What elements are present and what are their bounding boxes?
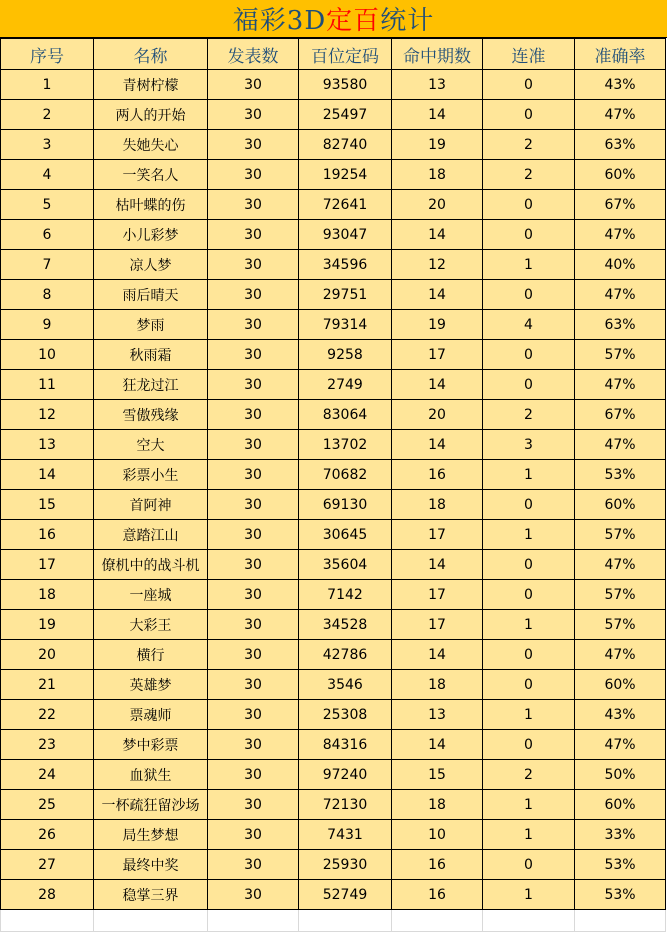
cell-hundreds-code[interactable]: 97240	[299, 760, 392, 790]
cell-name[interactable]: 青树柠檬	[94, 70, 208, 100]
cell-accuracy[interactable]: 47%	[575, 220, 666, 250]
header-row	[1, 39, 666, 70]
cell-name[interactable]: 雪傲残缘	[94, 400, 208, 430]
cell-hits[interactable]: 10	[392, 820, 483, 850]
table-row	[1, 520, 666, 550]
cell-index[interactable]: 22	[1, 700, 94, 730]
cell-published[interactable]: 30	[208, 130, 299, 160]
cell-name[interactable]: 失她失心	[94, 130, 208, 160]
cell-published[interactable]: 30	[208, 760, 299, 790]
cell-streak[interactable]: 1	[483, 520, 575, 550]
cell-published[interactable]: 30	[208, 220, 299, 250]
cell-accuracy[interactable]: 67%	[575, 400, 666, 430]
table-row	[1, 220, 666, 250]
cell-index[interactable]: 1	[1, 70, 94, 100]
cell-hundreds-code[interactable]: 25308	[299, 700, 392, 730]
cell-hundreds-code[interactable]: 69130	[299, 490, 392, 520]
cell-name[interactable]: 一杯疏狂留沙场	[94, 790, 208, 820]
cell-hundreds-code[interactable]: 34596	[299, 250, 392, 280]
cell-hits[interactable]: 18	[392, 490, 483, 520]
cell-accuracy[interactable]: 47%	[575, 370, 666, 400]
cell-index[interactable]: 17	[1, 550, 94, 580]
title-suffix: 统计	[380, 6, 435, 36]
cell-hits[interactable]: 20	[392, 400, 483, 430]
empty-cell[interactable]	[483, 910, 575, 932]
cell-hits[interactable]: 16	[392, 850, 483, 880]
cell-published[interactable]: 30	[208, 100, 299, 130]
cell-index[interactable]: 10	[1, 340, 94, 370]
cell-name[interactable]: 空大	[94, 430, 208, 460]
table-row	[1, 190, 666, 220]
cell-published[interactable]: 30	[208, 610, 299, 640]
table-row	[1, 730, 666, 760]
cell-hundreds-code[interactable]: 25497	[299, 100, 392, 130]
cell-accuracy[interactable]: 47%	[575, 550, 666, 580]
cell-index[interactable]: 4	[1, 160, 94, 190]
table-row	[1, 580, 666, 610]
cell-published[interactable]: 30	[208, 340, 299, 370]
table-body	[1, 70, 666, 932]
cell-hits[interactable]: 14	[392, 730, 483, 760]
table-row	[1, 340, 666, 370]
cell-name[interactable]: 雨后晴天	[94, 280, 208, 310]
cell-hits[interactable]: 18	[392, 160, 483, 190]
cell-hundreds-code[interactable]: 93047	[299, 220, 392, 250]
cell-streak[interactable]: 0	[483, 370, 575, 400]
cell-index[interactable]: 25	[1, 790, 94, 820]
cell-accuracy[interactable]: 53%	[575, 880, 666, 910]
cell-published[interactable]: 30	[208, 400, 299, 430]
cell-index[interactable]: 18	[1, 580, 94, 610]
cell-accuracy[interactable]: 47%	[575, 640, 666, 670]
cell-streak[interactable]: 2	[483, 130, 575, 160]
cell-accuracy[interactable]: 60%	[575, 670, 666, 700]
cell-hundreds-code[interactable]: 82740	[299, 130, 392, 160]
cell-hits[interactable]: 14	[392, 370, 483, 400]
cell-published[interactable]: 30	[208, 70, 299, 100]
cell-published[interactable]: 30	[208, 730, 299, 760]
cell-name[interactable]: 一笑名人	[94, 160, 208, 190]
cell-index[interactable]: 26	[1, 820, 94, 850]
cell-hits[interactable]: 14	[392, 430, 483, 460]
empty-cell[interactable]	[94, 910, 208, 932]
empty-cell[interactable]	[392, 910, 483, 932]
cell-accuracy[interactable]: 63%	[575, 310, 666, 340]
table-row	[1, 790, 666, 820]
cell-index[interactable]: 5	[1, 190, 94, 220]
cell-accuracy[interactable]: 47%	[575, 730, 666, 760]
cell-index[interactable]: 24	[1, 760, 94, 790]
cell-published[interactable]: 30	[208, 790, 299, 820]
cell-hundreds-code[interactable]: 7431	[299, 820, 392, 850]
cell-hundreds-code[interactable]: 19254	[299, 160, 392, 190]
cell-index[interactable]: 15	[1, 490, 94, 520]
header-hundreds-code[interactable]: 百位定码	[299, 39, 392, 70]
cell-published[interactable]: 30	[208, 880, 299, 910]
cell-index[interactable]: 11	[1, 370, 94, 400]
cell-hundreds-code[interactable]: 70682	[299, 460, 392, 490]
cell-streak[interactable]: 1	[483, 610, 575, 640]
cell-index[interactable]: 19	[1, 610, 94, 640]
cell-streak[interactable]: 0	[483, 70, 575, 100]
cell-hits[interactable]: 18	[392, 790, 483, 820]
cell-hundreds-code[interactable]: 52749	[299, 880, 392, 910]
table-row	[1, 850, 666, 880]
cell-hits[interactable]: 17	[392, 340, 483, 370]
cell-published[interactable]: 30	[208, 190, 299, 220]
cell-name[interactable]: 枯叶蝶的伤	[94, 190, 208, 220]
cell-streak[interactable]: 0	[483, 550, 575, 580]
cell-accuracy[interactable]: 57%	[575, 580, 666, 610]
cell-hundreds-code[interactable]: 83064	[299, 400, 392, 430]
cell-hundreds-code[interactable]: 42786	[299, 640, 392, 670]
empty-row	[1, 910, 666, 932]
cell-published[interactable]: 30	[208, 580, 299, 610]
cell-streak[interactable]: 0	[483, 730, 575, 760]
cell-hits[interactable]: 18	[392, 670, 483, 700]
cell-name[interactable]: 稳掌三界	[94, 880, 208, 910]
cell-accuracy[interactable]: 43%	[575, 70, 666, 100]
cell-streak[interactable]: 0	[483, 490, 575, 520]
header-index[interactable]: 序号	[1, 39, 94, 70]
cell-accuracy[interactable]: 63%	[575, 130, 666, 160]
cell-hits[interactable]: 14	[392, 220, 483, 250]
cell-name[interactable]: 意踏江山	[94, 520, 208, 550]
cell-name[interactable]: 首阿神	[94, 490, 208, 520]
cell-streak[interactable]: 3	[483, 430, 575, 460]
cell-name[interactable]: 两人的开始	[94, 100, 208, 130]
cell-index[interactable]: 8	[1, 280, 94, 310]
header-accuracy[interactable]: 准确率	[575, 39, 666, 70]
cell-hundreds-code[interactable]: 7142	[299, 580, 392, 610]
title-highlight: 定百	[326, 6, 381, 36]
table-row	[1, 400, 666, 430]
cell-streak[interactable]: 4	[483, 310, 575, 340]
cell-streak[interactable]: 0	[483, 100, 575, 130]
table-row	[1, 610, 666, 640]
table-row	[1, 130, 666, 160]
cell-accuracy[interactable]: 57%	[575, 340, 666, 370]
cell-streak[interactable]: 2	[483, 400, 575, 430]
cell-accuracy[interactable]: 60%	[575, 790, 666, 820]
cell-streak[interactable]: 1	[483, 460, 575, 490]
cell-name[interactable]: 大彩王	[94, 610, 208, 640]
title-prefix: 福彩3D	[232, 6, 327, 36]
table-row	[1, 430, 666, 460]
table-row	[1, 70, 666, 100]
cell-index[interactable]: 20	[1, 640, 94, 670]
cell-accuracy[interactable]: 33%	[575, 820, 666, 850]
cell-published[interactable]: 30	[208, 820, 299, 850]
cell-hits[interactable]: 19	[392, 310, 483, 340]
cell-index[interactable]: 23	[1, 730, 94, 760]
cell-hits[interactable]: 15	[392, 760, 483, 790]
cell-hits[interactable]: 19	[392, 130, 483, 160]
cell-accuracy[interactable]: 50%	[575, 760, 666, 790]
cell-accuracy[interactable]: 67%	[575, 190, 666, 220]
cell-streak[interactable]: 0	[483, 340, 575, 370]
cell-published[interactable]: 30	[208, 310, 299, 340]
cell-published[interactable]: 30	[208, 550, 299, 580]
cell-accuracy[interactable]: 57%	[575, 610, 666, 640]
cell-name[interactable]: 彩票小生	[94, 460, 208, 490]
cell-hits[interactable]: 13	[392, 700, 483, 730]
table-row	[1, 550, 666, 580]
cell-hundreds-code[interactable]: 29751	[299, 280, 392, 310]
cell-hundreds-code[interactable]: 9258	[299, 340, 392, 370]
cell-streak[interactable]: 0	[483, 640, 575, 670]
cell-index[interactable]: 12	[1, 400, 94, 430]
cell-hundreds-code[interactable]: 25930	[299, 850, 392, 880]
cell-name[interactable]: 票魂师	[94, 700, 208, 730]
cell-hits[interactable]: 17	[392, 520, 483, 550]
table-row	[1, 280, 666, 310]
sheet-title	[0, 0, 667, 38]
cell-streak[interactable]: 0	[483, 670, 575, 700]
stats-table	[0, 38, 666, 932]
cell-name[interactable]: 梦雨	[94, 310, 208, 340]
cell-name[interactable]: 狂龙过江	[94, 370, 208, 400]
cell-streak[interactable]: 1	[483, 700, 575, 730]
header-name[interactable]: 名称	[94, 39, 208, 70]
cell-streak[interactable]: 0	[483, 580, 575, 610]
empty-cell[interactable]	[299, 910, 392, 932]
table-row	[1, 880, 666, 910]
cell-index[interactable]: 3	[1, 130, 94, 160]
cell-accuracy[interactable]: 53%	[575, 850, 666, 880]
cell-hundreds-code[interactable]: 79314	[299, 310, 392, 340]
cell-published[interactable]: 30	[208, 250, 299, 280]
table-row	[1, 700, 666, 730]
table-row	[1, 460, 666, 490]
cell-name[interactable]: 局生梦想	[94, 820, 208, 850]
table-row	[1, 160, 666, 190]
cell-hits[interactable]: 14	[392, 280, 483, 310]
cell-index[interactable]: 28	[1, 880, 94, 910]
cell-name[interactable]: 秋雨霜	[94, 340, 208, 370]
cell-hits[interactable]: 20	[392, 190, 483, 220]
table-row	[1, 490, 666, 520]
cell-name[interactable]: 一座城	[94, 580, 208, 610]
cell-name[interactable]: 梦中彩票	[94, 730, 208, 760]
header-published[interactable]: 发表数	[208, 39, 299, 70]
table-row	[1, 370, 666, 400]
cell-hits[interactable]: 12	[392, 250, 483, 280]
cell-hundreds-code[interactable]: 13702	[299, 430, 392, 460]
cell-hundreds-code[interactable]: 93580	[299, 70, 392, 100]
cell-streak[interactable]: 1	[483, 790, 575, 820]
cell-streak[interactable]: 0	[483, 220, 575, 250]
cell-streak[interactable]: 1	[483, 250, 575, 280]
cell-accuracy[interactable]: 43%	[575, 700, 666, 730]
table-row	[1, 640, 666, 670]
table-row	[1, 760, 666, 790]
cell-accuracy[interactable]: 60%	[575, 490, 666, 520]
cell-hits[interactable]: 14	[392, 100, 483, 130]
cell-published[interactable]: 30	[208, 520, 299, 550]
cell-hits[interactable]: 14	[392, 640, 483, 670]
cell-hundreds-code[interactable]: 3546	[299, 670, 392, 700]
cell-published[interactable]: 30	[208, 430, 299, 460]
cell-hundreds-code[interactable]: 35604	[299, 550, 392, 580]
cell-hundreds-code[interactable]: 30645	[299, 520, 392, 550]
cell-streak[interactable]: 1	[483, 880, 575, 910]
cell-index[interactable]: 6	[1, 220, 94, 250]
cell-accuracy[interactable]: 47%	[575, 280, 666, 310]
cell-hundreds-code[interactable]: 72130	[299, 790, 392, 820]
cell-index[interactable]: 14	[1, 460, 94, 490]
cell-accuracy[interactable]: 57%	[575, 520, 666, 550]
cell-published[interactable]: 30	[208, 280, 299, 310]
cell-hundreds-code[interactable]: 84316	[299, 730, 392, 760]
cell-published[interactable]: 30	[208, 850, 299, 880]
cell-streak[interactable]: 2	[483, 160, 575, 190]
cell-name[interactable]: 凉人梦	[94, 250, 208, 280]
cell-streak[interactable]: 0	[483, 280, 575, 310]
cell-index[interactable]: 13	[1, 430, 94, 460]
cell-index[interactable]: 7	[1, 250, 94, 280]
cell-name[interactable]: 血狱生	[94, 760, 208, 790]
cell-published[interactable]: 30	[208, 640, 299, 670]
cell-accuracy[interactable]: 47%	[575, 430, 666, 460]
cell-published[interactable]: 30	[208, 160, 299, 190]
cell-name[interactable]: 英雄梦	[94, 670, 208, 700]
cell-index[interactable]: 2	[1, 100, 94, 130]
cell-published[interactable]: 30	[208, 670, 299, 700]
table-row	[1, 250, 666, 280]
cell-index[interactable]: 9	[1, 310, 94, 340]
cell-accuracy[interactable]: 40%	[575, 250, 666, 280]
header-streak[interactable]: 连准	[483, 39, 575, 70]
cell-hundreds-code[interactable]: 34528	[299, 610, 392, 640]
cell-accuracy[interactable]: 60%	[575, 160, 666, 190]
cell-hits[interactable]: 17	[392, 580, 483, 610]
cell-published[interactable]: 30	[208, 460, 299, 490]
cell-hundreds-code[interactable]: 72641	[299, 190, 392, 220]
cell-published[interactable]: 30	[208, 700, 299, 730]
cell-hundreds-code[interactable]: 2749	[299, 370, 392, 400]
cell-streak[interactable]: 0	[483, 190, 575, 220]
table-row	[1, 310, 666, 340]
cell-hits[interactable]: 13	[392, 70, 483, 100]
cell-streak[interactable]: 1	[483, 820, 575, 850]
header-hits[interactable]: 命中期数	[392, 39, 483, 70]
cell-index[interactable]: 21	[1, 670, 94, 700]
cell-hits[interactable]: 16	[392, 460, 483, 490]
empty-cell[interactable]	[208, 910, 299, 932]
cell-hits[interactable]: 17	[392, 610, 483, 640]
cell-hits[interactable]: 14	[392, 550, 483, 580]
cell-published[interactable]: 30	[208, 370, 299, 400]
cell-name[interactable]: 最终中奖	[94, 850, 208, 880]
cell-name[interactable]: 僚机中的战斗机	[94, 550, 208, 580]
cell-name[interactable]: 横行	[94, 640, 208, 670]
cell-accuracy[interactable]: 47%	[575, 100, 666, 130]
table-row	[1, 820, 666, 850]
cell-hits[interactable]: 16	[392, 880, 483, 910]
cell-index[interactable]: 16	[1, 520, 94, 550]
cell-streak[interactable]: 2	[483, 760, 575, 790]
cell-streak[interactable]: 0	[483, 850, 575, 880]
cell-index[interactable]: 27	[1, 850, 94, 880]
cell-published[interactable]: 30	[208, 490, 299, 520]
cell-name[interactable]: 小儿彩梦	[94, 220, 208, 250]
table-row	[1, 100, 666, 130]
empty-cell[interactable]	[575, 910, 666, 932]
table-row	[1, 670, 666, 700]
empty-cell[interactable]	[1, 910, 94, 932]
cell-accuracy[interactable]: 53%	[575, 460, 666, 490]
